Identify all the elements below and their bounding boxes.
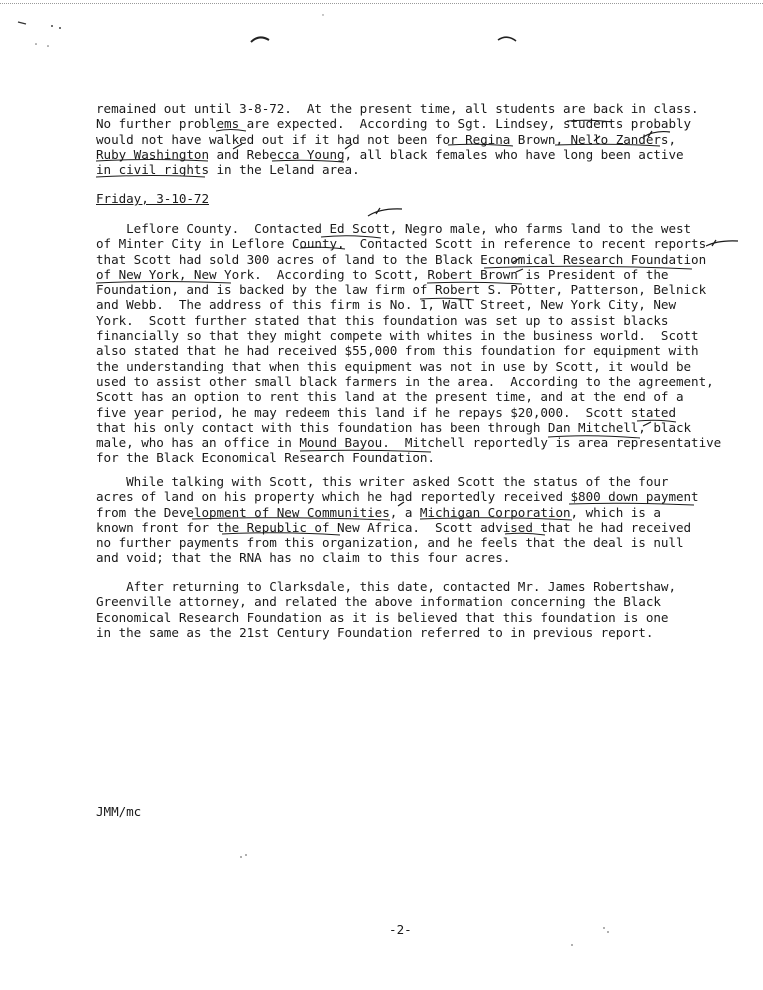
paragraph-leflore-county: Leflore County. Contacted Ed Scott, Negro male, who farms land to the west of Minter City in Leflore County. Contacted Scott in reference to recent reports that Scott had sold 300 acres of land to the Black Economical Research Foundation of New York, New York. According to Scott, Robert Brown is President of the Foundation, and is backed by the law firm of Robert S. Potter, Patterson, Belnick and Webb. The address of this firm is No. 1, Wall Street, New York City, New York. Scott further stated that this foundation was set up to assist blacks financially so that they might compete with whites in the business world. Scott also stated that he had received $55,000 from this foundation for equipment with the understanding that when this equipment was not in use by Scott, it would be used to assist other small black farmers in the area. According to the agreement, Scott has an option to rent this land at the present time, and at the end of a five year period, he may redeem this land if he repays $20,000. Scott stated that his only contact with this foundation has been through Dan Mitchell, black male, who has an office in Mound Bayou. Mitchell reportedly is area representative for the Black Economical Research Foundation. bbox=[96, 221, 722, 466]
paragraph-leland-students: remained out until 3-8-72. At the present time, all students are back in class. No further problems are expected. According to Sgt. Lindsey, students probably would not have walked out if it had not been for Regina Brown, Nello Zanders, Ruby Washington and Rebecca Young, all black females who have long been active in civil rights in the Leland area. bbox=[96, 101, 699, 178]
paragraph-clarksdale-followup: After returning to Clarksdale, this date, contacted Mr. James Robertshaw, Greenville attorney, and related the above information concerning the Black Economical Research Foundation as it is believed that this foundation is one in the same as the 21st Century Foundation referred to in previous report. bbox=[96, 579, 676, 640]
typist-initials: JMM/mc bbox=[96, 804, 142, 819]
date-heading: Friday, 3-10-72 bbox=[96, 191, 209, 206]
page-number: -2- bbox=[389, 922, 412, 937]
paragraph-scott-land-status: While talking with Scott, this writer asked Scott the status of the four acres of land on his property which he had reportedly received $800 down payment from the Development of New Communities, a Michigan Corporation, which is a known front for the Republic of New Africa. Scott advised that he had received no further payments from this organization, and he feels that the deal is null and void; that the RNA has no claim to this four acres. bbox=[96, 474, 699, 566]
